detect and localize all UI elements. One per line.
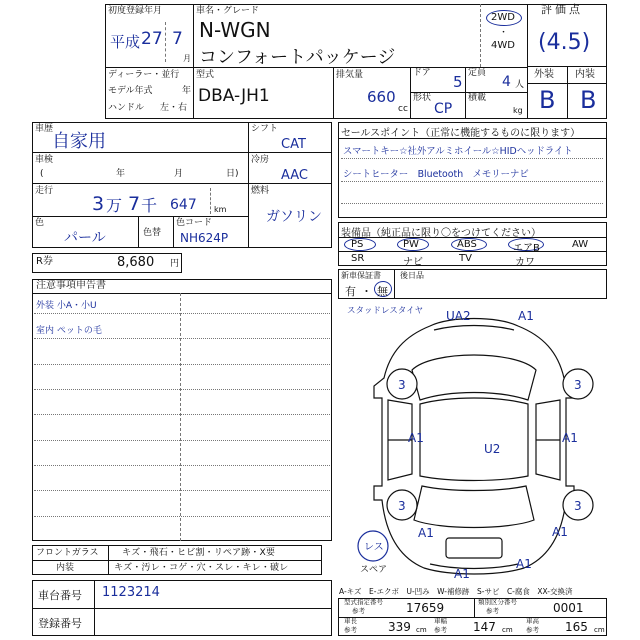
divider: [248, 183, 332, 184]
divider: [180, 293, 181, 541]
equipment-title: 装備品（純正品に限り〇をつけてください）: [341, 228, 541, 239]
handle-values: 左・右: [160, 103, 188, 113]
width-label: 車幅: [434, 617, 447, 625]
mark-3-front-left-wheel: 3: [398, 378, 406, 392]
era: 平成: [110, 33, 141, 51]
shape-value: CP: [434, 101, 453, 117]
divider: [34, 490, 330, 491]
use-label: 車歴: [35, 124, 54, 134]
capacity-unit: 人: [515, 80, 525, 90]
name-grade-label: 車名・グレード: [196, 6, 260, 16]
color-label: 色: [35, 218, 45, 228]
divider: [34, 389, 330, 390]
displacement-unit: cc: [398, 104, 408, 114]
divider: [34, 364, 330, 365]
equip-abs: ABS: [457, 239, 477, 250]
divider: [34, 516, 330, 517]
divider: [34, 338, 330, 339]
car-outline: [374, 319, 574, 575]
recycle-box: [32, 253, 182, 273]
type-cert-label: 型式指定番号: [344, 598, 383, 606]
divider: [338, 138, 607, 139]
mileage-label: 走行: [35, 186, 54, 196]
divider: [341, 181, 603, 182]
defect-interior-value: キズ・汚レ・コゲ・穴・スレ・キレ・破レ: [114, 562, 289, 573]
frame-value: 1123214: [102, 585, 160, 600]
model-year-unit: 年: [182, 86, 192, 96]
door-value: 5: [453, 73, 463, 91]
type-cert-value: 17659: [406, 601, 445, 615]
mark-3-front-right-wheel: 3: [574, 378, 582, 392]
height-value: 165: [565, 620, 588, 634]
mark-ua2: UA2: [446, 309, 471, 323]
notes-line2: 室内 ペットの毛: [36, 326, 102, 336]
mileage-a: 3: [92, 193, 105, 215]
insp-day-unit: 日): [226, 169, 239, 179]
record-label: 後日品: [400, 271, 424, 280]
length-value: 339: [388, 620, 411, 634]
mark-a1-rear-bumper-left: A1: [454, 567, 470, 581]
displacement-value: 660: [367, 88, 396, 106]
notes-box: [32, 279, 332, 541]
frame-label: 車台番号: [38, 589, 82, 602]
capacity-value: 4: [502, 74, 511, 90]
length-ref: 参考: [344, 626, 357, 634]
load-label: 積載: [468, 93, 487, 103]
month-unit: 月: [183, 54, 191, 63]
color-code-label: 色コード: [176, 218, 213, 228]
displacement-label: 排気量: [336, 70, 364, 80]
insp-month-unit: 月: [174, 169, 184, 179]
divider: [32, 183, 248, 184]
type-value: DBA-JH1: [198, 86, 270, 106]
type-label: 型式: [196, 70, 215, 80]
height-unit: cm: [594, 626, 605, 634]
divider: [480, 4, 481, 67]
insp-year-unit: 年: [116, 169, 126, 179]
reg-year: 27: [141, 29, 163, 49]
sales-points-title: セールスポイント（正常に機能するものに限ります）: [341, 128, 581, 139]
divider: [173, 216, 174, 248]
divider: [341, 158, 603, 159]
mark-a1-rear-left: A1: [418, 526, 434, 540]
recycle-label: R券: [36, 256, 53, 267]
divider: [394, 269, 395, 299]
type-cert-ref: 参考: [352, 607, 365, 615]
eval-label: 評価点: [541, 3, 583, 16]
color-value: パール: [64, 230, 106, 246]
mark-3-rear-left-wheel: 3: [398, 499, 406, 513]
equip-sr: SR: [351, 253, 365, 264]
mileage-c: 647: [170, 197, 197, 213]
interior-label: 内装: [575, 69, 595, 80]
equip-navi: ナビ: [403, 257, 423, 268]
color-change-label: 色替: [143, 228, 162, 238]
model-year-label: モデル年式: [108, 86, 153, 96]
shape-label: 形状: [413, 93, 432, 103]
divider: [34, 440, 330, 441]
equip-pw: PW: [403, 239, 419, 250]
studless-note: スタッドレスタイヤ: [347, 306, 424, 316]
notes-line1: 外装 小A・小U: [36, 301, 97, 311]
mileage-sen: 千: [141, 196, 158, 215]
class-ref: 参考: [486, 607, 499, 615]
eval-score: (4.5): [538, 30, 591, 55]
mileage-man: 万: [106, 196, 123, 215]
divider: [338, 251, 607, 252]
divider: [34, 313, 330, 314]
width-unit: cm: [502, 626, 513, 634]
grade: コンフォートパッケージ: [199, 47, 396, 68]
shift-value: CAT: [281, 137, 306, 152]
width-ref: 参考: [434, 626, 447, 634]
spare-mark: レス: [364, 542, 384, 553]
handle-label: ハンドル: [108, 103, 145, 113]
notes-title: 注意事項申告書: [36, 280, 106, 291]
car-name: N-WGN: [199, 18, 271, 42]
interior-grade: B: [580, 86, 597, 114]
defect-interior-label: 内装: [56, 563, 75, 573]
mark-u2-roof: U2: [484, 442, 501, 456]
divider: [32, 608, 332, 609]
recycle-value: 8,680: [117, 255, 155, 270]
class-value: 0001: [553, 601, 584, 615]
insp-paren: (: [40, 169, 44, 179]
dealer-label: ディーラー・並行: [108, 70, 180, 80]
divider: [333, 67, 334, 119]
mark-3-rear-right-wheel: 3: [574, 499, 582, 513]
divider: [474, 598, 475, 617]
equip-airbag: エアB: [513, 243, 540, 254]
fuel-value: ガソリン: [266, 209, 322, 225]
divider: [567, 66, 568, 119]
aircon-value: AAC: [281, 168, 308, 183]
exterior-label: 外装: [534, 69, 554, 80]
reg-month: 7: [172, 29, 183, 49]
divider: [410, 67, 411, 119]
length-unit: cm: [416, 626, 427, 634]
divider: [32, 560, 322, 561]
equip-tv: TV: [459, 253, 472, 264]
drive-dot: ・: [499, 28, 509, 38]
front-glass-value: キズ・飛石・ヒビ割・リペア跡・X要: [122, 547, 275, 558]
sales-point-line1: スマートキー☆社外アルミホイール☆HIDヘッドライト: [343, 146, 573, 157]
sales-point-line2: シートヒーター Bluetooth メモリーナビ: [343, 169, 529, 180]
mark-a1-front-right: A1: [518, 309, 534, 323]
height-label: 車高: [526, 617, 539, 625]
divider: [338, 617, 607, 618]
use-value: 自家用: [52, 131, 106, 152]
aircon-label: 冷房: [251, 155, 270, 165]
recycle-unit: 円: [170, 259, 180, 269]
divider: [32, 293, 332, 294]
mileage-b: 7: [128, 193, 141, 215]
divider: [34, 465, 330, 466]
divider: [248, 152, 332, 153]
warranty-yes: 有: [345, 285, 356, 298]
divider: [248, 122, 249, 248]
divider: [165, 22, 166, 62]
class-label: 類別区分番号: [478, 598, 517, 606]
divider: [108, 545, 109, 575]
divider: [465, 67, 466, 119]
color-code-value: NH624P: [180, 231, 229, 245]
mileage-unit: km: [214, 205, 227, 214]
car-diagram: [338, 300, 607, 585]
warranty-no: 無: [377, 285, 388, 298]
height-ref: 参考: [526, 626, 539, 634]
mark-a1-rear-bumper-right: A1: [516, 557, 532, 571]
divider: [32, 216, 248, 217]
divider: [94, 580, 95, 636]
capacity-label: 定員: [468, 68, 487, 78]
divider: [34, 414, 330, 415]
door-label: ドア: [413, 68, 431, 78]
new-car-label: 新車保証書: [341, 271, 381, 280]
first-reg-label: 初度登録年月: [108, 6, 163, 16]
reg-number-label: 登録番号: [38, 617, 82, 630]
equip-ps: PS: [351, 239, 364, 250]
equip-aw: AW: [572, 239, 589, 250]
mark-a1-rear-right: A1: [552, 525, 568, 539]
inspection-label: 車検: [35, 155, 54, 165]
divider: [138, 216, 139, 248]
drive-2wd: 2WD: [491, 12, 515, 23]
length-label: 車長: [344, 617, 357, 625]
spare-label: スペア: [360, 565, 388, 575]
shift-label: シフト: [251, 124, 279, 134]
mark-a1-right-door: A1: [562, 431, 578, 445]
mark-a1-left-door: A1: [408, 431, 424, 445]
divider: [193, 4, 194, 119]
divider: [210, 188, 211, 214]
equip-leather: カワ: [515, 257, 535, 268]
fuel-label: 燃料: [251, 186, 270, 196]
front-glass-label: フロントガラス: [36, 548, 99, 558]
load-unit: kg: [513, 106, 523, 115]
drive-4wd: 4WD: [491, 40, 515, 51]
divider: [341, 203, 603, 204]
exterior-grade: B: [539, 86, 556, 114]
warranty-dot: ・: [361, 285, 372, 298]
divider: [527, 4, 528, 119]
width-value: 147: [473, 620, 496, 634]
legend: A-キズ E-エクボ U-凹み W-補修跡 S-サビ C-腐食 XX-交換済: [339, 587, 573, 596]
